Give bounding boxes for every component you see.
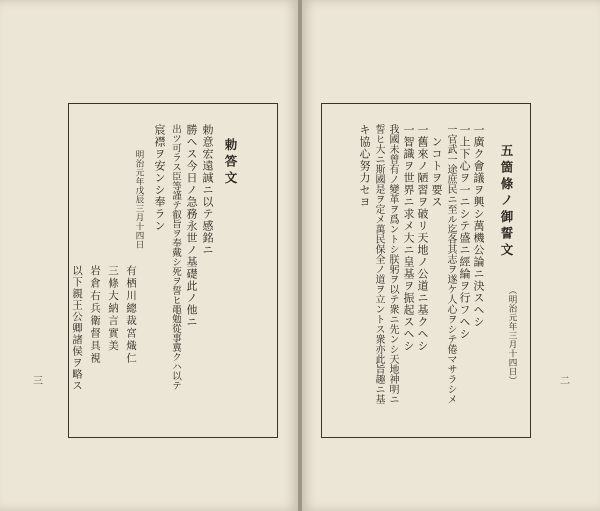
- page-number-right: 二: [560, 376, 570, 387]
- signatory-3: 岩倉右兵衛督具視: [89, 265, 101, 365]
- rescript-line-1: 勅意宏遠誠ニ以テ感銘ニ: [201, 124, 214, 256]
- oath-line-7: 我國未曾有ノ變革ヲ爲ントシ朕躬ヲ以テ衆ニ先ンシ天地神明ニ: [387, 124, 398, 404]
- rescript-line-2: 勝ヘス今日ノ急務永世ノ基礎此ノ他ニ: [185, 124, 198, 328]
- oath-title: 五箇條ノ御誓文: [499, 144, 514, 260]
- rescript-date: 明治元年戊辰三月十四日: [134, 150, 144, 249]
- oath-line-6: 一智識ヲ世界ニ求メ大ニ皇基ヲ振起スヘシ: [402, 124, 415, 352]
- oath-line-9: キ協心努力セヨ: [358, 124, 371, 208]
- rescript-title: 勅答文: [223, 138, 238, 188]
- oath-line-3: 一官武一途庶民ニ至ル迄各其志ヲ遂ケ人心ヲシテ倦マサラシメ: [445, 124, 456, 404]
- page-number-left: 三: [33, 376, 43, 387]
- oath-line-4: ンコトヲ要ス: [430, 136, 443, 208]
- oath-line-1: 一廣ク會議ヲ興シ萬機公論ニ決スヘシ: [472, 124, 485, 328]
- signatory-1: 有栖川總裁宮熾仁: [125, 265, 137, 365]
- oath-line-2: 一上下心ヲ一ニシテ盛ニ經綸ヲ行フヘシ: [458, 124, 471, 340]
- oath-line-8: 誓ヒ大ニ斯國是ヲ定メ萬民保全ノ道ヲ立ントス衆亦此旨趣ニ基: [373, 124, 384, 404]
- rescript-line-4: 宸襟ヲ安ンシ奉ラン: [153, 124, 166, 232]
- right-text-frame: [321, 103, 531, 438]
- signatory-2: 三條大納言實美: [107, 265, 119, 353]
- oath-line-5: 一舊來ノ陋習ヲ破リ天地ノ公道ニ基クヘシ: [416, 124, 429, 352]
- signatory-4: 以下親王公卿諸侯ヲ略ス: [71, 265, 83, 392]
- book-gutter: [298, 0, 302, 511]
- rescript-line-3: 出ツ可ラス臣等謹テ叡旨ヲ奉戴シ死ヲ誓ヒ黽勉從事冀クハ以テ: [170, 124, 181, 390]
- oath-date: （明治元年三月十四日）: [507, 286, 517, 385]
